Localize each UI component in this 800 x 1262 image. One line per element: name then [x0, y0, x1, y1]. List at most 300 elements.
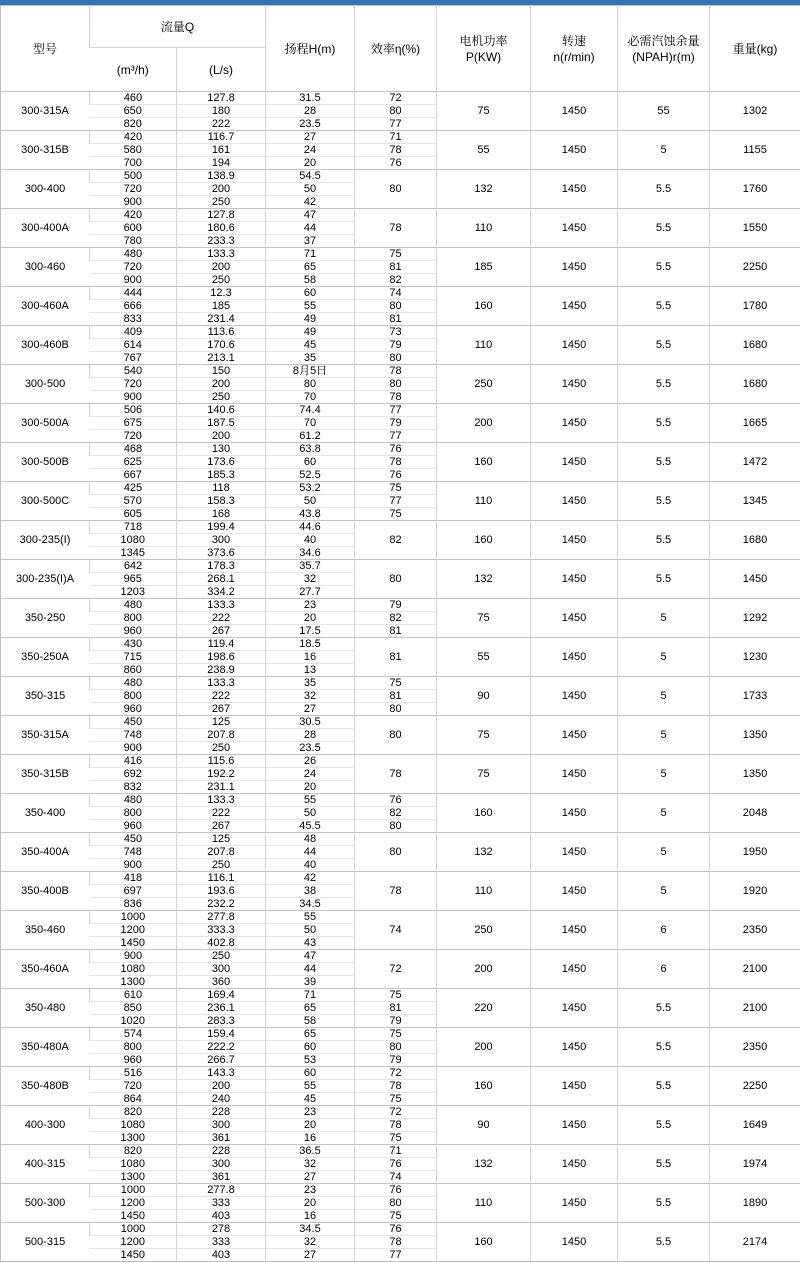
flow-ls-cell: 158.3: [177, 495, 266, 508]
flow-ls-cell: 250: [177, 742, 266, 755]
head-cell: 32: [266, 690, 355, 703]
head-cell: 42: [266, 196, 355, 209]
model-cell: 300-460: [1, 248, 90, 287]
weight-cell: 1550: [710, 209, 800, 248]
model-cell: 350-400: [1, 794, 90, 833]
weight-cell: 1350: [710, 716, 800, 755]
efficiency-cell: 76: [355, 1223, 437, 1236]
table-row: [1, 209, 800, 222]
npsh-cell: 5.5: [618, 560, 710, 599]
table-row: [1, 326, 800, 339]
efficiency-cell: 82: [355, 612, 437, 625]
table-row: [1, 1067, 800, 1080]
head-cell: 31.5: [266, 92, 355, 105]
flow-m3h-cell: 480: [90, 599, 177, 612]
flow-m3h-cell: 900: [90, 274, 177, 287]
flow-m3h-cell: 614: [90, 339, 177, 352]
flow-m3h-cell: 480: [90, 677, 177, 690]
flow-m3h-cell: 420: [90, 131, 177, 144]
flow-m3h-cell: 832: [90, 781, 177, 794]
head-cell: 63.8: [266, 443, 355, 456]
efficiency-cell: 81: [355, 690, 437, 703]
npsh-cell: 5: [618, 677, 710, 716]
model-cell: 300-400: [1, 170, 90, 209]
weight-cell: 1472: [710, 443, 800, 482]
table-row: [1, 1184, 800, 1197]
head-cell: 61.2: [266, 430, 355, 443]
head-cell: 27: [266, 131, 355, 144]
flow-m3h-cell: 748: [90, 729, 177, 742]
npsh-cell: 5.5: [618, 521, 710, 560]
head-cell: 80: [266, 378, 355, 391]
header-speed-line1: 转速: [531, 33, 617, 49]
speed-cell: 1450: [531, 131, 618, 170]
efficiency-cell: 72: [355, 1067, 437, 1080]
efficiency-cell: 76: [355, 1184, 437, 1197]
flow-ls-cell: 200: [177, 1080, 266, 1093]
efficiency-cell: 81: [355, 261, 437, 274]
flow-m3h-cell: 409: [90, 326, 177, 339]
flow-m3h-cell: 1000: [90, 911, 177, 924]
power-cell: 110: [437, 482, 531, 521]
model-cell: 300-315A: [1, 92, 90, 131]
head-cell: 16: [266, 1210, 355, 1223]
power-cell: 160: [437, 443, 531, 482]
head-cell: 20: [266, 781, 355, 794]
model-cell: 350-480: [1, 989, 90, 1028]
flow-ls-cell: 250: [177, 274, 266, 287]
flow-ls-cell: 222.2: [177, 1041, 266, 1054]
flow-m3h-cell: 860: [90, 664, 177, 677]
weight-cell: 1155: [710, 131, 800, 170]
efficiency-cell: 78: [355, 456, 437, 469]
flow-ls-cell: 118: [177, 482, 266, 495]
model-cell: 350-460A: [1, 950, 90, 989]
head-cell: 16: [266, 1132, 355, 1145]
efficiency-cell: 75: [355, 1132, 437, 1145]
flow-ls-cell: 333.3: [177, 924, 266, 937]
flow-m3h-cell: 675: [90, 417, 177, 430]
speed-cell: 1450: [531, 365, 618, 404]
flow-m3h-cell: 574: [90, 1028, 177, 1041]
efficiency-cell: 78: [355, 1119, 437, 1132]
efficiency-cell: 77: [355, 495, 437, 508]
head-cell: 34.5: [266, 1223, 355, 1236]
flow-m3h-cell: 460: [90, 92, 177, 105]
model-cell: 350-250A: [1, 638, 90, 677]
flow-m3h-cell: 718: [90, 521, 177, 534]
flow-ls-cell: 207.8: [177, 846, 266, 859]
flow-m3h-cell: 780: [90, 235, 177, 248]
model-cell: 300-460B: [1, 326, 90, 365]
power-cell: 250: [437, 365, 531, 404]
speed-cell: 1450: [531, 794, 618, 833]
flow-ls-cell: 113.6: [177, 326, 266, 339]
power-cell: 160: [437, 794, 531, 833]
flow-m3h-cell: 1345: [90, 547, 177, 560]
efficiency-cell: 74: [355, 287, 437, 300]
model-cell: 300-500: [1, 365, 90, 404]
head-cell: 70: [266, 391, 355, 404]
table-row: [1, 1106, 800, 1119]
efficiency-cell: 75: [355, 677, 437, 690]
flow-m3h-cell: 1020: [90, 1015, 177, 1028]
head-cell: 44.6: [266, 521, 355, 534]
flow-ls-cell: 12.3: [177, 287, 266, 300]
speed-cell: 1450: [531, 1184, 618, 1223]
speed-cell: 1450: [531, 1067, 618, 1106]
flow-ls-cell: 173.6: [177, 456, 266, 469]
head-cell: 70: [266, 417, 355, 430]
flow-ls-cell: 133.3: [177, 677, 266, 690]
model-cell: 300-400A: [1, 209, 90, 248]
power-cell: 75: [437, 755, 531, 794]
flow-ls-cell: 140.6: [177, 404, 266, 417]
head-cell: 24: [266, 144, 355, 157]
head-cell: 58: [266, 274, 355, 287]
head-cell: 35: [266, 352, 355, 365]
flow-ls-cell: 222: [177, 807, 266, 820]
efficiency-cell: 77: [355, 404, 437, 417]
flow-ls-cell: 130: [177, 443, 266, 456]
flow-ls-cell: 200: [177, 378, 266, 391]
head-cell: 27.7: [266, 586, 355, 599]
npsh-cell: 5.5: [618, 170, 710, 209]
header-npsh-line1: 必需汽蚀余量: [618, 33, 709, 49]
head-cell: 43.8: [266, 508, 355, 521]
flow-ls-cell: 200: [177, 261, 266, 274]
speed-cell: 1450: [531, 677, 618, 716]
head-cell: 50: [266, 807, 355, 820]
efficiency-cell: 80: [355, 703, 437, 716]
head-cell: 27: [266, 1249, 355, 1262]
efficiency-cell: 78: [355, 365, 437, 378]
header-speed-line2: n(r/min): [531, 49, 617, 65]
flow-m3h-cell: 667: [90, 469, 177, 482]
npsh-cell: 5: [618, 131, 710, 170]
weight-cell: 1680: [710, 521, 800, 560]
flow-m3h-cell: 960: [90, 1054, 177, 1067]
npsh-cell: 5: [618, 872, 710, 911]
flow-m3h-cell: 800: [90, 1041, 177, 1054]
flow-ls-cell: 250: [177, 950, 266, 963]
speed-cell: 1450: [531, 1106, 618, 1145]
power-cell: 132: [437, 1145, 531, 1184]
flow-ls-cell: 127.8: [177, 209, 266, 222]
flow-m3h-cell: 600: [90, 222, 177, 235]
npsh-cell: 5.5: [618, 1028, 710, 1067]
power-cell: 160: [437, 1223, 531, 1262]
table-row: [1, 1028, 800, 1041]
flow-ls-cell: 232.2: [177, 898, 266, 911]
head-cell: 18.5: [266, 638, 355, 651]
flow-m3h-cell: 900: [90, 196, 177, 209]
head-cell: 28: [266, 729, 355, 742]
flow-ls-cell: 238.9: [177, 664, 266, 677]
flow-ls-cell: 200: [177, 183, 266, 196]
speed-cell: 1450: [531, 404, 618, 443]
flow-m3h-cell: 1300: [90, 1171, 177, 1184]
efficiency-cell: 80: [355, 352, 437, 365]
flow-m3h-cell: 430: [90, 638, 177, 651]
flow-ls-cell: 277.8: [177, 911, 266, 924]
weight-cell: 2350: [710, 911, 800, 950]
flow-m3h-cell: 480: [90, 794, 177, 807]
npsh-cell: 5: [618, 599, 710, 638]
power-cell: 110: [437, 872, 531, 911]
flow-m3h-cell: 748: [90, 846, 177, 859]
flow-m3h-cell: 1080: [90, 963, 177, 976]
speed-cell: 1450: [531, 833, 618, 872]
speed-cell: 1450: [531, 716, 618, 755]
head-cell: 52.5: [266, 469, 355, 482]
flow-ls-cell: 361: [177, 1132, 266, 1145]
flow-m3h-cell: 900: [90, 950, 177, 963]
head-cell: 50: [266, 495, 355, 508]
weight-cell: 1350: [710, 755, 800, 794]
efficiency-cell: 75: [355, 508, 437, 521]
table-row: [1, 287, 800, 300]
head-cell: 45: [266, 339, 355, 352]
flow-m3h-cell: 450: [90, 833, 177, 846]
table-row: [1, 248, 800, 261]
speed-cell: 1450: [531, 911, 618, 950]
flow-ls-cell: 236.1: [177, 1002, 266, 1015]
power-cell: 185: [437, 248, 531, 287]
table-row: [1, 833, 800, 846]
head-cell: 44: [266, 963, 355, 976]
weight-cell: 1665: [710, 404, 800, 443]
table-row: [1, 638, 800, 651]
efficiency-cell: 80: [355, 300, 437, 313]
head-cell: 34.6: [266, 547, 355, 560]
weight-cell: 1649: [710, 1106, 800, 1145]
flow-ls-cell: 402.8: [177, 937, 266, 950]
flow-m3h-cell: 850: [90, 1002, 177, 1015]
npsh-cell: 5.5: [618, 404, 710, 443]
efficiency-cell: 78: [355, 209, 437, 248]
head-cell: 71: [266, 248, 355, 261]
flow-ls-cell: 267: [177, 820, 266, 833]
flow-m3h-cell: 800: [90, 690, 177, 703]
head-cell: 8月5日: [266, 365, 355, 378]
efficiency-cell: 76: [355, 443, 437, 456]
npsh-cell: 5.5: [618, 1067, 710, 1106]
flow-m3h-cell: 500: [90, 170, 177, 183]
model-cell: 350-315A: [1, 716, 90, 755]
weight-cell: 1950: [710, 833, 800, 872]
flow-m3h-cell: 1080: [90, 1119, 177, 1132]
weight-cell: 1920: [710, 872, 800, 911]
table-row: [1, 989, 800, 1002]
model-cell: 350-480B: [1, 1067, 90, 1106]
power-cell: 250: [437, 911, 531, 950]
power-cell: 200: [437, 950, 531, 989]
npsh-cell: 55: [618, 92, 710, 131]
efficiency-cell: 73: [355, 326, 437, 339]
flow-m3h-cell: 1000: [90, 1223, 177, 1236]
model-cell: 350-400B: [1, 872, 90, 911]
head-cell: 65: [266, 1002, 355, 1015]
pump-spec-table: [0, 5, 800, 1262]
table-row: [1, 1145, 800, 1158]
table-row: [1, 170, 800, 183]
model-cell: 300-500A: [1, 404, 90, 443]
efficiency-cell: 80: [355, 560, 437, 599]
head-cell: 55: [266, 794, 355, 807]
table-row: [1, 950, 800, 963]
flow-m3h-cell: 800: [90, 807, 177, 820]
flow-ls-cell: 180: [177, 105, 266, 118]
flow-m3h-cell: 697: [90, 885, 177, 898]
flow-ls-cell: 127.8: [177, 92, 266, 105]
weight-cell: 1302: [710, 92, 800, 131]
power-cell: 75: [437, 92, 531, 131]
head-cell: 36.5: [266, 1145, 355, 1158]
flow-m3h-cell: 418: [90, 872, 177, 885]
npsh-cell: 5: [618, 833, 710, 872]
flow-ls-cell: 361: [177, 1171, 266, 1184]
efficiency-cell: 80: [355, 833, 437, 872]
speed-cell: 1450: [531, 755, 618, 794]
head-cell: 53: [266, 1054, 355, 1067]
flow-m3h-cell: 960: [90, 820, 177, 833]
flow-m3h-cell: 1300: [90, 976, 177, 989]
model-cell: 350-480A: [1, 1028, 90, 1067]
flow-ls-cell: 233.3: [177, 235, 266, 248]
flow-ls-cell: 119.4: [177, 638, 266, 651]
speed-cell: 1450: [531, 1145, 618, 1184]
flow-m3h-cell: 1080: [90, 1158, 177, 1171]
flow-ls-cell: 228: [177, 1145, 266, 1158]
flow-m3h-cell: 720: [90, 1080, 177, 1093]
flow-ls-cell: 250: [177, 196, 266, 209]
npsh-cell: 5.5: [618, 1145, 710, 1184]
flow-ls-cell: 168: [177, 508, 266, 521]
npsh-cell: 5: [618, 755, 710, 794]
head-cell: 50: [266, 183, 355, 196]
flow-ls-cell: 161: [177, 144, 266, 157]
flow-m3h-cell: 540: [90, 365, 177, 378]
flow-ls-cell: 300: [177, 534, 266, 547]
efficiency-cell: 75: [355, 1093, 437, 1106]
power-cell: 160: [437, 521, 531, 560]
flow-m3h-cell: 960: [90, 703, 177, 716]
speed-cell: 1450: [531, 872, 618, 911]
efficiency-cell: 81: [355, 638, 437, 677]
flow-ls-cell: 222: [177, 118, 266, 131]
flow-m3h-cell: 900: [90, 391, 177, 404]
flow-m3h-cell: 1300: [90, 1132, 177, 1145]
efficiency-cell: 76: [355, 1158, 437, 1171]
efficiency-cell: 78: [355, 1236, 437, 1249]
head-cell: 48: [266, 833, 355, 846]
power-cell: 90: [437, 677, 531, 716]
efficiency-cell: 80: [355, 1197, 437, 1210]
flow-m3h-cell: 900: [90, 859, 177, 872]
efficiency-cell: 78: [355, 391, 437, 404]
weight-cell: 2350: [710, 1028, 800, 1067]
speed-cell: 1450: [531, 170, 618, 209]
power-cell: 132: [437, 560, 531, 599]
model-cell: 350-460: [1, 911, 90, 950]
head-cell: 20: [266, 1197, 355, 1210]
speed-cell: 1450: [531, 989, 618, 1028]
power-cell: 55: [437, 638, 531, 677]
table-row: [1, 755, 800, 768]
model-cell: 300-235(I)A: [1, 560, 90, 599]
speed-cell: 1450: [531, 443, 618, 482]
model-cell: 300-315B: [1, 131, 90, 170]
efficiency-cell: 80: [355, 378, 437, 391]
power-cell: 160: [437, 1067, 531, 1106]
head-cell: 16: [266, 651, 355, 664]
efficiency-cell: 72: [355, 950, 437, 989]
flow-ls-cell: 278: [177, 1223, 266, 1236]
head-cell: 45.5: [266, 820, 355, 833]
flow-m3h-cell: 450: [90, 716, 177, 729]
weight-cell: 1680: [710, 326, 800, 365]
head-cell: 23: [266, 1106, 355, 1119]
head-cell: 40: [266, 859, 355, 872]
model-cell: 400-315: [1, 1145, 90, 1184]
flow-m3h-cell: 416: [90, 755, 177, 768]
flow-ls-cell: 194: [177, 157, 266, 170]
head-cell: 40: [266, 534, 355, 547]
speed-cell: 1450: [531, 950, 618, 989]
header-flow-ls: (L/s): [177, 48, 266, 92]
flow-m3h-cell: 650: [90, 105, 177, 118]
head-cell: 20: [266, 612, 355, 625]
flow-ls-cell: 170.6: [177, 339, 266, 352]
flow-m3h-cell: 1450: [90, 1249, 177, 1262]
flow-ls-cell: 268.1: [177, 573, 266, 586]
efficiency-cell: 76: [355, 157, 437, 170]
flow-m3h-cell: 692: [90, 768, 177, 781]
efficiency-cell: 78: [355, 755, 437, 794]
flow-ls-cell: 185: [177, 300, 266, 313]
model-cell: 400-300: [1, 1106, 90, 1145]
model-cell: 350-400A: [1, 833, 90, 872]
head-cell: 55: [266, 911, 355, 924]
flow-m3h-cell: 720: [90, 378, 177, 391]
flow-ls-cell: 125: [177, 716, 266, 729]
head-cell: 43: [266, 937, 355, 950]
efficiency-cell: 79: [355, 1015, 437, 1028]
head-cell: 74.4: [266, 404, 355, 417]
table-row: [1, 599, 800, 612]
head-cell: 49: [266, 326, 355, 339]
npsh-cell: 6: [618, 950, 710, 989]
flow-m3h-cell: 820: [90, 118, 177, 131]
power-cell: 132: [437, 170, 531, 209]
flow-ls-cell: 180.6: [177, 222, 266, 235]
weight-cell: 2250: [710, 1067, 800, 1106]
header-model: 型号: [1, 6, 90, 92]
table-row: [1, 482, 800, 495]
power-cell: 75: [437, 716, 531, 755]
flow-ls-cell: 193.6: [177, 885, 266, 898]
flow-ls-cell: 222: [177, 690, 266, 703]
table-row: [1, 716, 800, 729]
table-body: [1, 92, 800, 1262]
head-cell: 37: [266, 235, 355, 248]
head-cell: 71: [266, 989, 355, 1002]
power-cell: 90: [437, 1106, 531, 1145]
flow-ls-cell: 178.3: [177, 560, 266, 573]
flow-ls-cell: 250: [177, 859, 266, 872]
npsh-cell: 6: [618, 911, 710, 950]
